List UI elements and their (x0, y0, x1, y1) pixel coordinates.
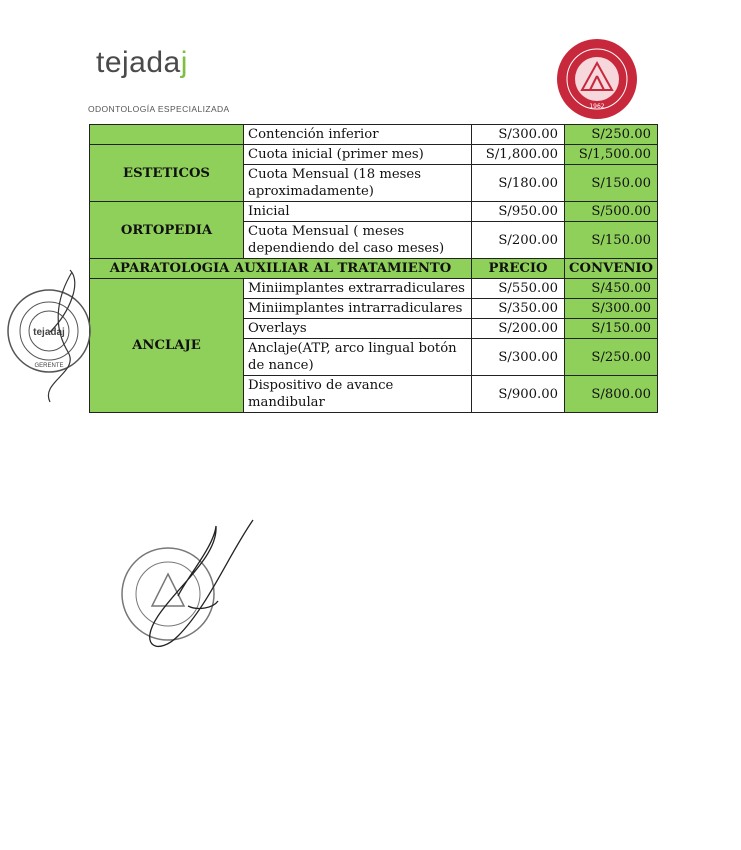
convenio-cell: S/250.00 (565, 339, 658, 376)
category-anclaje: ANCLAJE (90, 279, 244, 413)
item-cell: Miniimplantes extrarradiculares (244, 279, 472, 299)
price-cell: S/900.00 (472, 376, 565, 413)
convenio-cell: S/150.00 (565, 319, 658, 339)
convenio-header: CONVENIO (565, 259, 658, 279)
item-cell: Anclaje(ATP, arco lingual botón de nance) (244, 339, 472, 376)
price-cell: S/550.00 (472, 279, 565, 299)
signature-icon (20, 262, 90, 412)
item-cell: Cuota inicial (primer mes) (244, 145, 472, 165)
item-cell: Overlays (244, 319, 472, 339)
price-cell: S/180.00 (472, 165, 565, 202)
convenio-cell: S/500.00 (565, 202, 658, 222)
section-title: APARATOLOGIA AUXILIAR AL TRATAMIENTO (90, 259, 472, 279)
price-cell: S/1,800.00 (472, 145, 565, 165)
category-ortopedia: ORTOPEDIA (90, 202, 244, 259)
price-cell: S/350.00 (472, 299, 565, 319)
svg-text:1962: 1962 (589, 103, 605, 110)
category-esteticos: ESTETICOS (90, 145, 244, 202)
price-header: PRECIO (472, 259, 565, 279)
table-row (90, 145, 658, 165)
table-row (90, 279, 658, 299)
svg-text:GERENTE: GERENTE (34, 363, 64, 369)
price-cell: S/300.00 (472, 339, 565, 376)
convenio-cell: S/250.00 (565, 125, 658, 145)
price-cell: S/200.00 (472, 222, 565, 259)
convenio-cell: S/450.00 (565, 279, 658, 299)
item-cell: Contención inferior (244, 125, 472, 145)
company-logo (96, 46, 188, 80)
logo-wordmark: tejadaj (96, 46, 188, 79)
price-cell: S/300.00 (472, 125, 565, 145)
section-header-row (90, 259, 658, 279)
category-cell-empty (90, 125, 244, 145)
price-table (89, 124, 658, 413)
price-cell: S/950.00 (472, 202, 565, 222)
engineers-seal-icon (556, 38, 638, 120)
svg-text:tejadaj: tejadaj (33, 327, 65, 338)
convenio-cell: S/150.00 (565, 222, 658, 259)
table-row (90, 125, 658, 145)
signature-icon (118, 516, 268, 666)
item-cell: Inicial (244, 202, 472, 222)
convenio-cell: S/150.00 (565, 165, 658, 202)
item-cell: Cuota Mensual ( meses dependiendo del caso meses) (244, 222, 472, 259)
table-row (90, 202, 658, 222)
item-cell: Cuota Mensual (18 meses aproximadamente) (244, 165, 472, 202)
logo-subtitle: ODONTOLOGÍA ESPECIALIZADA (88, 104, 230, 114)
item-cell: Dispositivo de avance mandibular (244, 376, 472, 413)
convenio-cell: S/800.00 (565, 376, 658, 413)
convenio-cell: S/300.00 (565, 299, 658, 319)
convenio-cell: S/1,500.00 (565, 145, 658, 165)
price-cell: S/200.00 (472, 319, 565, 339)
item-cell: Miniimplantes intrarradiculares (244, 299, 472, 319)
